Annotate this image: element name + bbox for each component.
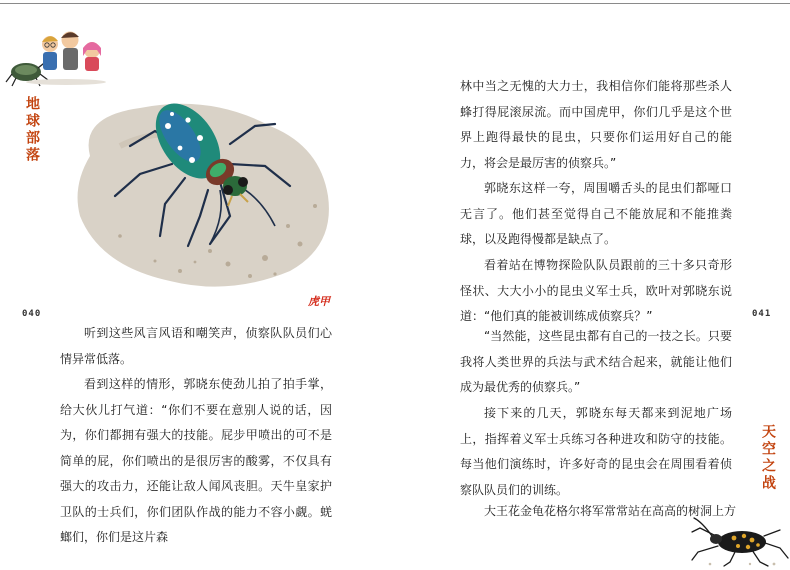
beetle-corner-illustration: [690, 514, 790, 568]
page-top-rule: [0, 3, 790, 4]
left-paragraph-1: 听到这些风言风语和嘲笑声，侦察队队员们心情异常低落。: [60, 326, 332, 366]
right-paragraph-2: 郭晓东这样一夸，周围嚼舌头的昆虫们都哑口无言了。他们甚至觉得自己不能放屁和不能推粪球，以及跑得慢都是缺点了。: [460, 181, 732, 246]
image-caption: 虎甲: [308, 295, 330, 308]
left-paragraph-2: 看到这样的情形，郭晓东使劲儿拍了拍手掌，给大伙儿打气道：“你们不要在意别人说的话，因为，你们都拥有强大的技能。屁步甲喷出的可不是简单的屁，你们喷出的是很厉害的酸雾，不仅具有强大的攻击力，还能让敌人闻风丧胆。天牛皇家护卫队的士兵们，你们团队作战的能力不容小觑。蜣螂们，你们是这片森: [60, 377, 332, 544]
left-page-number: 040: [22, 309, 42, 319]
right-paragraph-4: “当然能，这些昆虫都有自己的一技之长。只要我将人类世界的兵法与武术结合起来，就能让他们成为最优秀的侦察兵。”: [460, 329, 732, 394]
right-page-number: 041: [752, 309, 772, 319]
tiger-beetle-illustration: [60, 86, 360, 296]
right-paragraph-5: 接下来的几天，郭晓东每天都来到泥地广场上，指挥着义军士兵练习各种进攻和防守的技能。每当他们演练时，许多好奇的昆虫会在周围看着侦察队队员们的训练。: [460, 406, 732, 497]
cartoon-explorers-illustration: [4, 26, 114, 88]
right-paragraph-1: 林中当之无愧的大力士，我相信你们能将那些杀人蜂打得屁滚尿流。而中国虎甲，你们几乎是这个世界上跑得最快的昆虫，只要你们运用好自己的能力，将会是最厉害的侦察兵。”: [460, 79, 732, 170]
right-paragraph-3: 看着站在博物探险队队员跟前的三十多只奇形怪状、大大小小的昆虫义军士兵，欧叶对郭晓东说道：“他们真的能被训练成侦察兵？”: [460, 258, 732, 323]
right-paragraph-6: 大王花金龟花格尔将军常常站在高高的树洞上方: [484, 504, 737, 518]
left-side-title: 地球部落: [24, 96, 40, 164]
right-side-title: 天空之战: [760, 424, 776, 492]
